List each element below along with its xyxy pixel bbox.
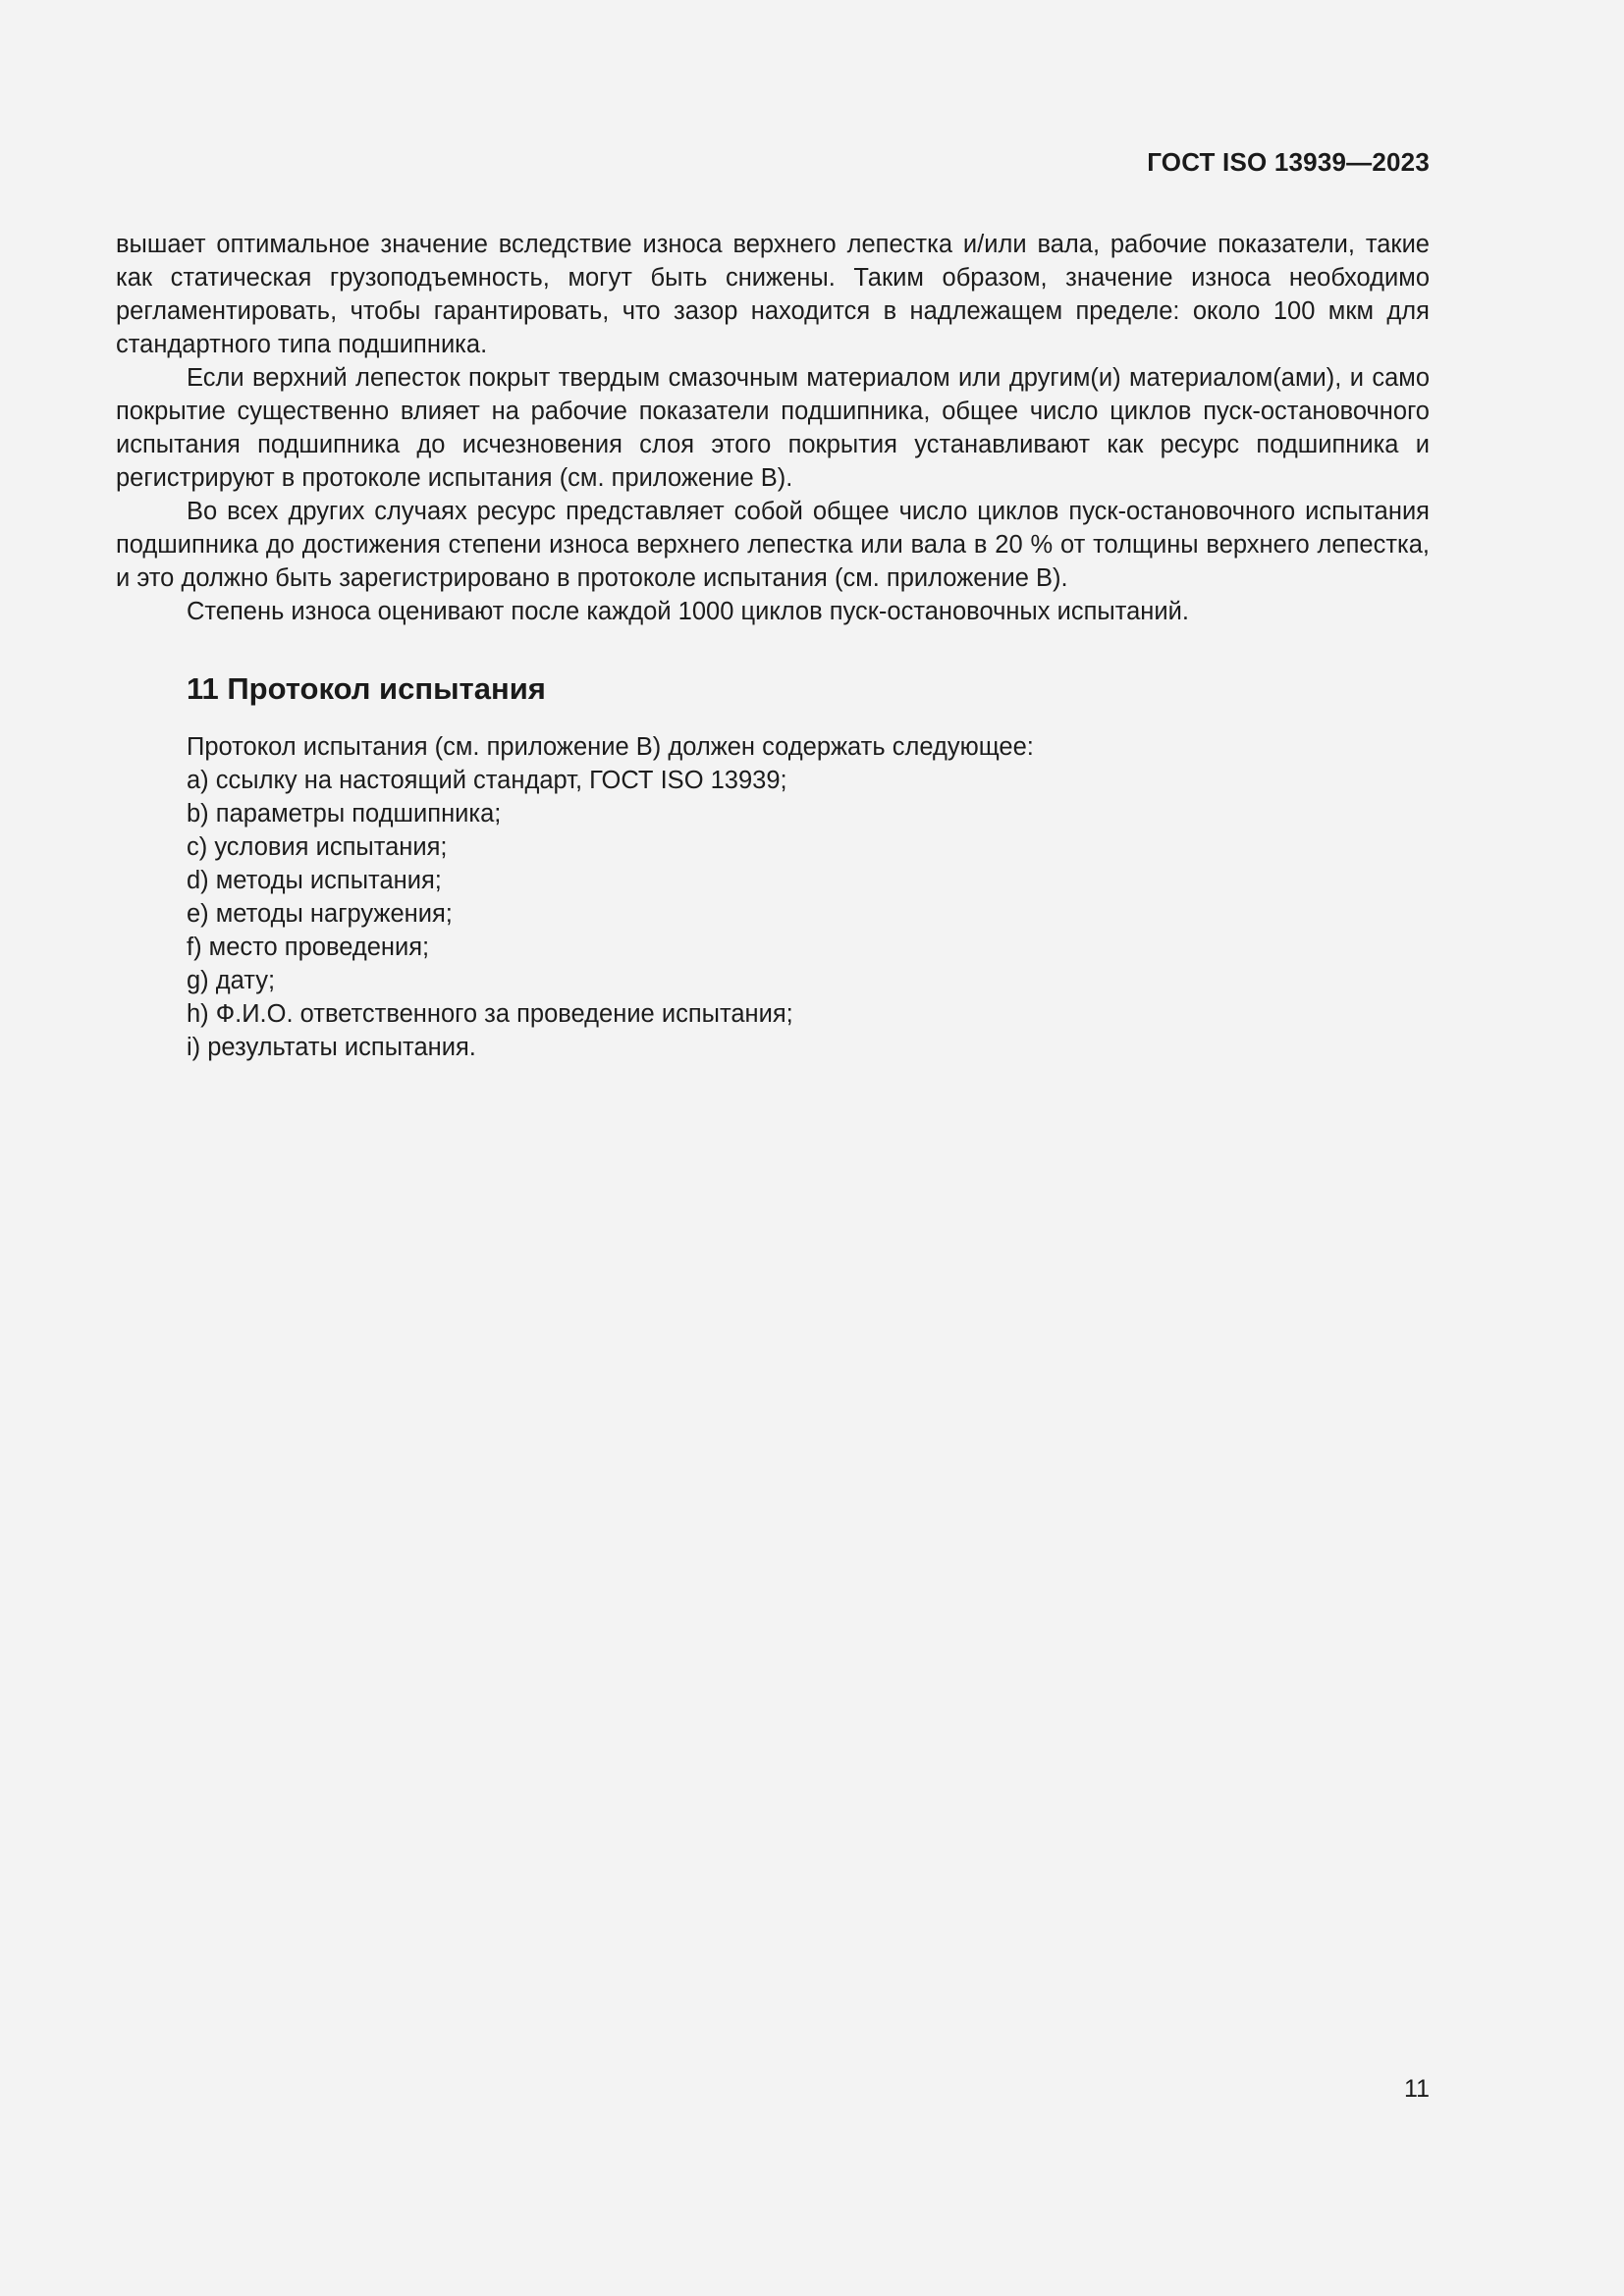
report-items-list xyxy=(187,764,1430,1064)
list-item: i) результаты испытания. xyxy=(187,1034,476,1061)
list-item: b) параметры подшипника; xyxy=(187,800,502,828)
list-item: h) Ф.И.О. ответственного за проведение испытания; xyxy=(187,1000,793,1028)
paragraph-wear-assessment: Степень износа оценивают после каждой 1000 циклов пуск-остановочных испытаний. xyxy=(187,598,1189,625)
list-item: g) дату; xyxy=(187,967,276,994)
page-content xyxy=(116,228,1430,1064)
paragraph-other-cases: Во всех других случаях ресурс представляет собой общее число циклов пуск-остановочного испытания подшипника до достижения степени износа верхнего лепестка или вала в 20 % от толщины верхнего лепестка, и это должно быть зарегистрировано в протоколе испытания (см. приложение В). xyxy=(116,498,1430,592)
list-item: c) условия испытания; xyxy=(187,833,448,861)
paragraph-continuation: вышает оптимальное значение вследствие износа верхнего лепестка и/или вала, рабочие показатели, такие как статическая грузоподъемность, могут быть снижены. Таким образом, значение износа необходимо регламентировать, чтобы гарантировать, что зазор находится в надлежащем пределе: около 100 мкм для стандартного типа подшипника. xyxy=(116,231,1430,358)
list-item: e) методы нагружения; xyxy=(187,900,453,928)
section-title: 11 Протокол испытания xyxy=(187,671,546,706)
page-number: 11 xyxy=(1404,2075,1430,2103)
document-header: ГОСТ ISO 13939—2023 xyxy=(1147,147,1430,177)
list-item: f) место проведения; xyxy=(187,934,430,961)
section-intro: Протокол испытания (см. приложение В) должен содержать следующее: xyxy=(187,733,1034,761)
paragraph-coating: Если верхний лепесток покрыт твердым смазочным материалом или другим(и) материалом(ами), и само покрытие существенно влияет на рабочие показатели подшипника, общее число циклов пуск-остановочного испытания подшипника до исчезновения слоя этого покрытия устанавливают как ресурс подшипника и регистрируют в протоколе испытания (см. приложение В). xyxy=(116,364,1430,492)
list-item: a) ссылку на настоящий стандарт, ГОСТ ISO 13939; xyxy=(187,767,787,794)
list-item: d) методы испытания; xyxy=(187,867,442,894)
